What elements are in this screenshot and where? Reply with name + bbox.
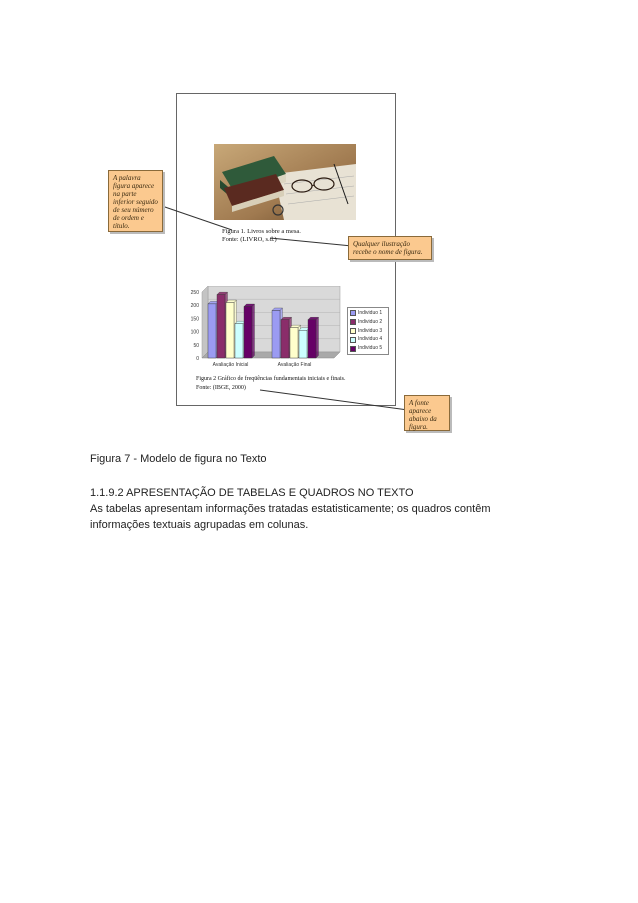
connector-right-top [270, 238, 352, 246]
bar [281, 320, 289, 358]
bar [217, 295, 225, 358]
legend-swatch [350, 328, 356, 334]
callout-source-below: A fonte aparece abaixo da figura. [404, 395, 450, 431]
legend-label: Individuo 3 [358, 327, 383, 334]
legend-item [350, 344, 386, 353]
bar-side [252, 304, 255, 358]
y-tick-label: 150 [190, 316, 199, 323]
legend-swatch [350, 319, 356, 325]
chart-side-wall [202, 286, 208, 358]
y-tick-label: 250 [190, 290, 199, 296]
legend-label: Individuo 4 [358, 336, 383, 343]
y-tick-label: 200 [190, 303, 199, 310]
legend-item [350, 335, 386, 344]
figure7-caption: Figura 7 - Modelo de figura no Texto [90, 453, 267, 465]
chart-legend [347, 307, 389, 355]
connector-right-bottom [260, 390, 408, 410]
legend-swatch [350, 337, 356, 343]
bar [208, 304, 216, 358]
section-heading: 1.1.9.2 APRESENTAÇÃO DE TABELAS E QUADROS NO TEXTO [90, 487, 414, 499]
section-paragraph-line2: informações textuais agrupadas em colunas. [90, 519, 309, 531]
figure1-caption: Figura 1. Livros sobre a mesa. [222, 228, 301, 235]
legend-swatch [350, 346, 356, 352]
bar [272, 310, 280, 358]
legend-item [350, 327, 386, 336]
bar-side [316, 317, 319, 358]
y-tick-label: 0 [196, 356, 199, 362]
legend-item [350, 309, 386, 318]
figure1-source: Fonte: (LIVRO, s.d.) [222, 236, 277, 243]
bar [226, 303, 234, 358]
bar-chart [180, 286, 348, 376]
section-paragraph-line1: As tabelas apresentam informações tratadas estatisticamente; os quadros contêm [90, 503, 491, 515]
y-tick-label: 100 [190, 329, 199, 336]
callout-any-illustration: Qualquer ilustração recebe o nome de figura. [348, 236, 432, 260]
y-tick-label: 50 [193, 342, 199, 349]
legend-swatch [350, 310, 356, 316]
figure2-source: Fonte: (IBGE, 2000) [196, 385, 246, 391]
bar [235, 324, 243, 358]
figure2-caption: Figura 2 Gráfico de freqüências fundamentais iniciais e finais. [196, 376, 346, 382]
books-photo [214, 144, 356, 220]
legend-label: Individuo 2 [358, 318, 383, 325]
bar [290, 328, 298, 358]
legend-item [350, 318, 386, 327]
bar [299, 330, 307, 358]
legend-label: Individuo 5 [358, 345, 383, 352]
x-category-label: Avaliação Inicial [212, 362, 249, 368]
x-category-label: Avaliação Final [277, 362, 312, 368]
bar [244, 307, 252, 358]
legend-label: Individuo 1 [358, 310, 383, 316]
callout-figure-word: A palavra figura aparece na parte inferior seguido de seu número de ordem e título. [108, 170, 163, 232]
bar [308, 320, 316, 358]
